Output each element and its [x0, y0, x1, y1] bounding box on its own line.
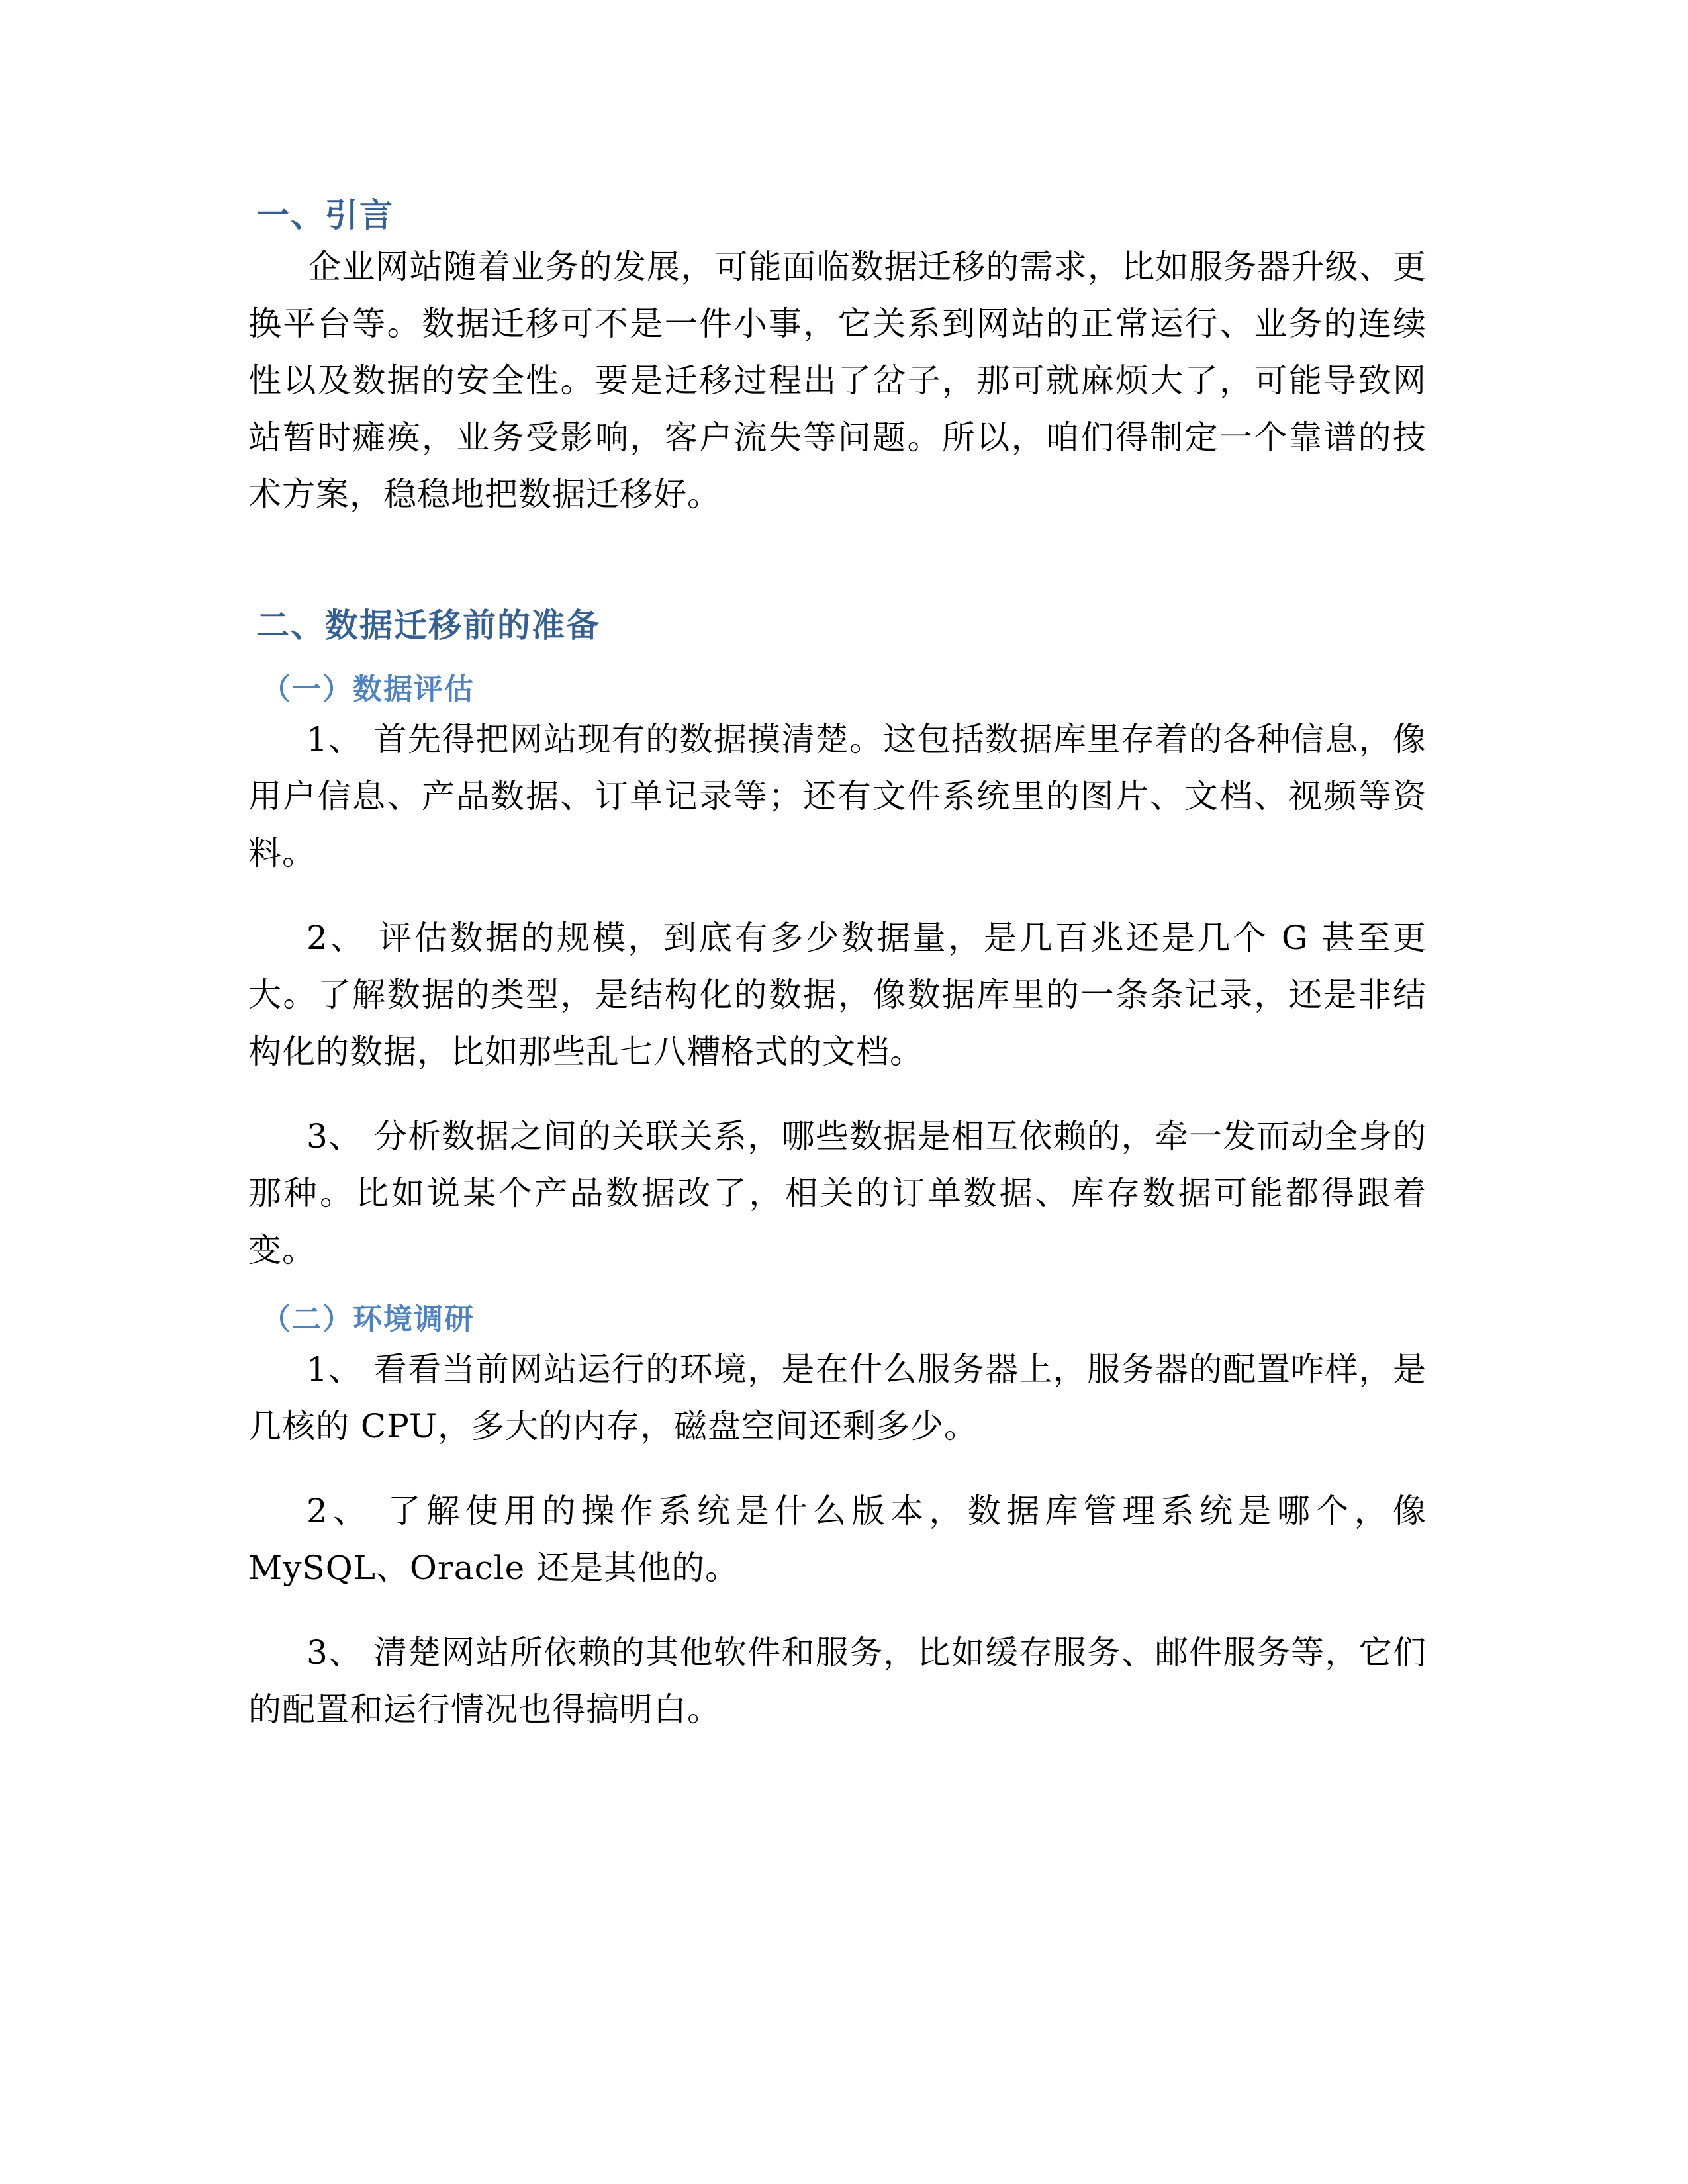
list-item: 3、 分析数据之间的关联关系，哪些数据是相互依赖的，牵一发而动全身的那种。比如说某个产品数据改了，相关的订单数据、库存数据可能都得跟着变。	[248, 1117, 1427, 1269]
list-item: 1、 看看当前网站运行的环境，是在什么服务器上，服务器的配置咋样，是几核的 CPU，多大的内存，磁盘空间还剩多少。	[248, 1350, 1427, 1445]
spacer	[248, 1596, 1440, 1624]
intro-paragraph: 企业网站随着业务的发展，可能面临数据迁移的需求，比如服务器升级、更换平台等。数据迁移可不是一件小事，它关系到网站的正常运行、业务的连续性以及数据的安全性。要是迁移过程出了岔子，那可就麻烦大了，可能导致网站暂时瘫痪，业务受影响，客户流失等问题。所以，咱们得制定一个靠谱的技术方案，稳稳地把数据迁移好。	[248, 248, 1427, 514]
subsection-heading-environment-survey: （二）环境调研	[261, 1302, 475, 1336]
document-page	[248, 192, 1440, 1738]
spacer	[248, 1279, 1440, 1298]
spacer	[248, 1080, 1440, 1108]
list-item: 2、 评估数据的规模，到底有多少数据量，是几百兆还是几个 G 甚至更大。了解数据的类型，是结构化的数据，像数据库里的一条条记录，还是非结构化的数据，比如那些乱七八糟格式的文档。	[248, 919, 1427, 1071]
list-item: 1、 首先得把网站现有的数据摸清楚。这包括数据库里存着的各种信息，像用户信息、产品数据、订单记录等；还有文件系统里的图片、文档、视频等资料。	[248, 720, 1427, 872]
spacer	[248, 523, 1440, 602]
list-item: 2、 了解使用的操作系统是什么版本，数据库管理系统是哪个，像 MySQL、Oracle 还是其他的。	[248, 1492, 1427, 1587]
list-item: 3、 清楚网站所依赖的其他软件和服务，比如缓存服务、邮件服务等，它们的配置和运行情况也得搞明白。	[248, 1633, 1427, 1729]
spacer	[248, 882, 1440, 909]
section-heading-introduction: 一、引言	[256, 196, 394, 234]
spacer	[248, 649, 1440, 668]
subsection-heading-data-assessment: （一）数据评估	[261, 672, 475, 706]
spacer	[248, 1455, 1440, 1482]
section-heading-preparation: 二、数据迁移前的准备	[256, 606, 600, 645]
